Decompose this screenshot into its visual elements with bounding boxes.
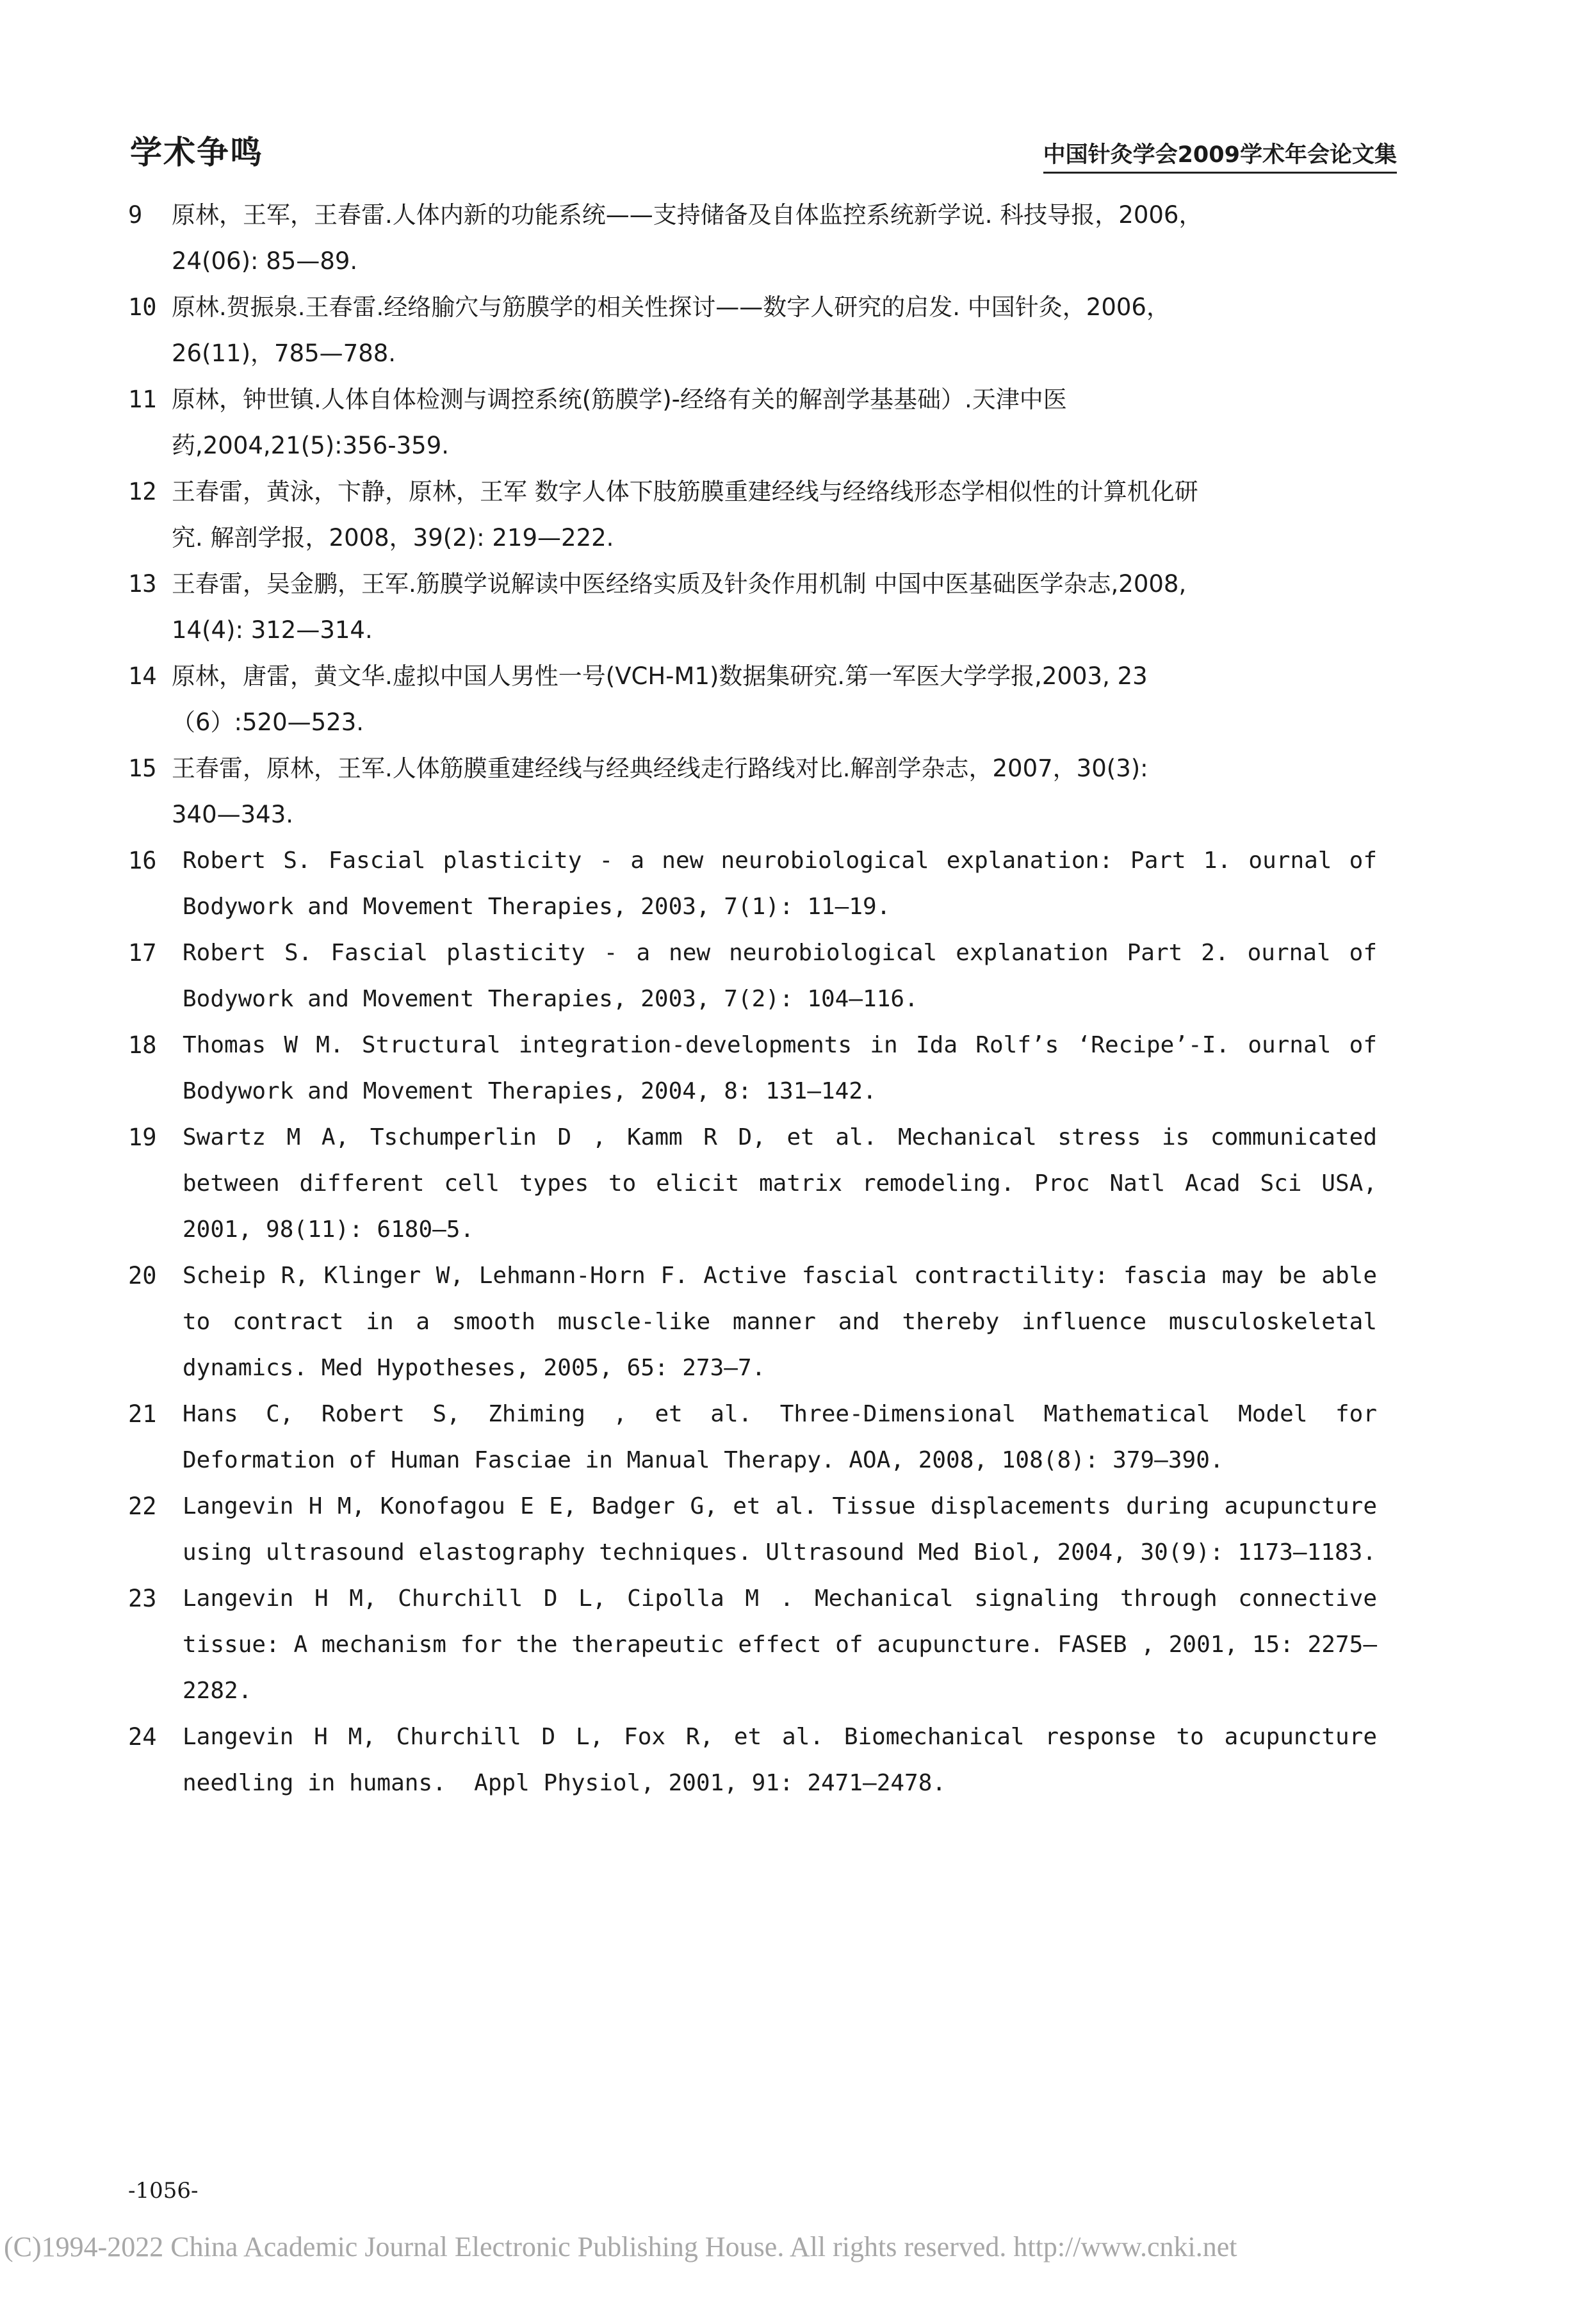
reference-number: 19 [128,1124,157,1151]
reference-text: 原林，王军，王春雷.人体内新的功能系统——支持储备及自体监控系统新学说. 科技导报，2006， 24(06): 85—89. [172,201,1203,275]
reference-number: 9 [128,201,143,229]
reference-number: 17 [128,939,157,967]
reference-text: 原林.贺振泉.王春雷.经络腧穴与筋膜学的相关性探讨——数字人研究的启发. 中国针灸，2006， 26(11)，785—788. [172,293,1170,367]
reference-text: 原林，唐雷，黄文华.虚拟中国人男性一号(VCH-M1)数据集研究.第一军医大学学报,2003, 23 （6）:520—523. [172,662,1148,736]
reference-item [128,746,1377,838]
reference-text: Robert S. Fascial plasticity - a new neurobiological explanation Part 2. ournal of Bodywork and Movement Therapies, 2003, 7(2): 104—116. [183,940,1391,1012]
reference-number: 14 [128,662,157,690]
reference-text: 王春雷，吴金鹏，王军.筋膜学说解读中医经络实质及针灸作用机制 中国中医基础医学杂志,2008, 14(4): 312—314. [172,570,1187,644]
reference-number: 20 [128,1262,157,1289]
reference-item [128,192,1377,284]
reference-number: 13 [128,570,157,598]
proceedings-title: 中国针灸学会2009学术年会论文集 [1043,137,1397,174]
reference-text: Hans C, Robert S, Zhiming , et al. Three-Dimensional Mathematical Model for Deformation of Human Fasciae in Manual Therapy. AOA, 2008, 108(8): 379—390. [183,1401,1391,1473]
reference-item [128,1391,1391,1484]
reference-text: Thomas W M. Structural integration-developments in Ida Rolf’s ‘Recipe’-I. ournal of Bodywork and Movement Therapies, 2004, 8: 131—142. [183,1032,1391,1104]
reference-text: Swartz M A, Tschumperlin D , Kamm R D, et al. Mechanical stress is communicated between different cell types to elicit matrix remodeling. Proc Natl Acad Sci USA, 2001, 98(11): 6180—5. [183,1124,1391,1243]
reference-text: 原林，钟世镇.人体自体检测与调控系统(筋膜学)-经络有关的解剖学基基础）.天津中医 药,2004,21(5):356-359. [172,386,1067,459]
reference-text: 王春雷，黄泳，卞静，原林，王军 数字人体下肢筋膜重建经线与经络线形态学相似性的计算机化研 究. 解剖学报，2008，39(2): 219—222. [172,478,1198,552]
reference-number: 21 [128,1400,157,1428]
reference-text: Robert S. Fascial plasticity - a new neurobiological explanation: Part 1. ournal of Bodywork and Movement Therapies, 2003, 7(1): 11—19. [183,847,1391,920]
reference-number: 18 [128,1031,157,1059]
reference-number: 12 [128,478,157,505]
reference-item [128,653,1377,746]
reference-item [128,1576,1391,1714]
reference-text: 王春雷，原林，王军.人体筋膜重建经线与经典经线走行路线对比.解剖学杂志，2007，30(3): 340—343. [172,755,1148,828]
reference-item [128,1484,1391,1576]
reference-text: Langevin H M, Churchill D L, Fox R, et al. Biomechanical response to acupuncture needling in humans. Appl Physiol, 2001, 91: 2471—2478. [183,1724,1391,1796]
reference-number: 23 [128,1585,157,1612]
page-number: -1056- [128,2178,199,2204]
reference-text: Scheip R, Klinger W, Lehmann-Horn F. Active fascial contractility: fascia may be able to contract in a smooth muscle-like manner and thereby influence musculoskeletal dynamics. Med Hypotheses, 2005, 65: 273—7. [183,1263,1391,1381]
section-title: 学术争鸣 [130,134,263,171]
reference-item [128,1022,1391,1115]
reference-item [128,561,1377,653]
reference-text: Langevin H M, Churchill D L, Cipolla M . Mechanical signaling through connective tissue: A mechanism for the therapeutic effect of acupuncture. FASEB , 2001, 15: 2275—2282. [183,1585,1391,1704]
reference-item [128,1253,1391,1391]
reference-number: 16 [128,847,157,874]
reference-text: Langevin H M, Konofagou E E, Badger G, et al. Tissue displacements during acupuncture using ultrasound elastography techniques. Ultrasound Med Biol, 2004, 30(9): 1173—1183. [183,1493,1391,1566]
reference-item [128,469,1377,561]
reference-number: 15 [128,755,157,782]
reference-item [128,1714,1391,1806]
reference-item [128,284,1377,377]
reference-list [128,192,1391,1806]
reference-number: 11 [128,386,157,413]
reference-item [128,1115,1391,1253]
reference-number: 10 [128,293,157,321]
copyright-watermark: (C)1994-2022 China Academic Journal Electronic Publishing House. All rights reserved. http://www.cnki.net [4,2231,1237,2263]
reference-item [128,377,1377,469]
reference-number: 24 [128,1723,157,1751]
reference-item [128,838,1391,930]
reference-item [128,930,1391,1022]
reference-number: 22 [128,1493,157,1520]
